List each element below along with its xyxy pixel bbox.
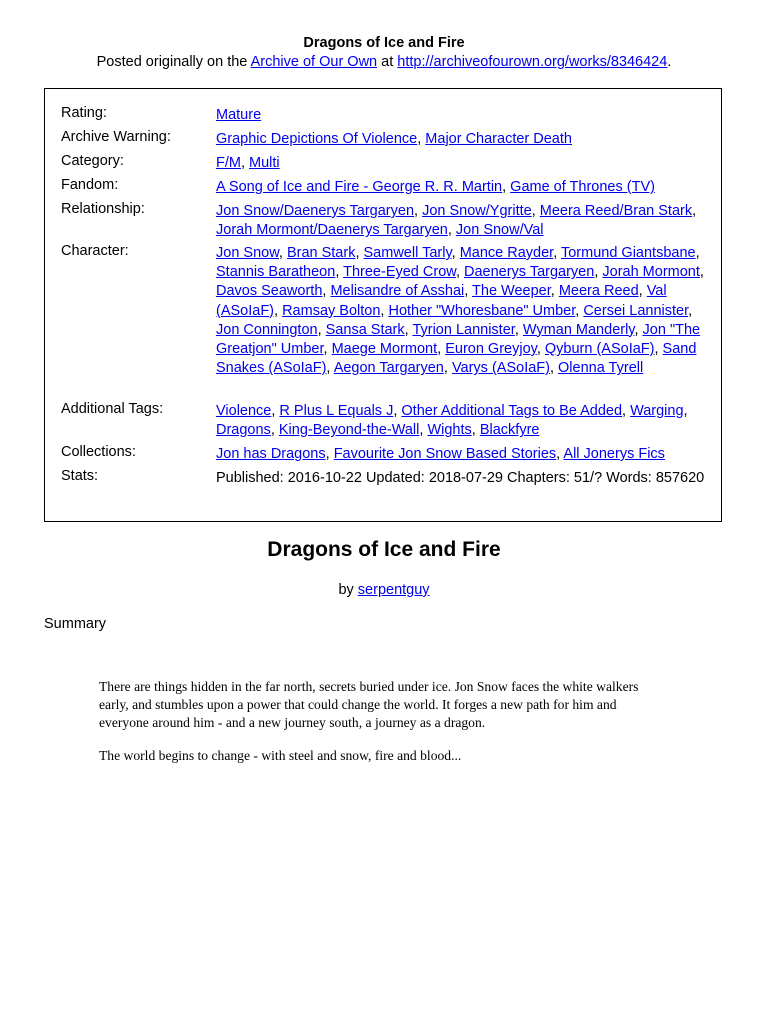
work-title: Dragons of Ice and Fire xyxy=(267,538,501,561)
tag-link[interactable]: Wyman Manderly xyxy=(522,321,635,338)
tag-link[interactable]: Melisandre of Asshai xyxy=(330,283,465,300)
tag-link[interactable]: Dragons xyxy=(216,422,271,439)
tag-link[interactable]: Daenerys Targaryen xyxy=(464,264,595,281)
tag-link[interactable]: A Song of Ice and Fire - George R. R. Martin xyxy=(216,179,503,195)
tag-link[interactable]: Sand Snakes (ASoIaF) xyxy=(216,341,697,377)
tag-link[interactable]: Wights xyxy=(427,422,472,439)
tag-link[interactable]: Davos Seaworth xyxy=(216,283,323,300)
meta-label-category: Category: xyxy=(61,153,124,169)
tag-link[interactable]: Tyrion Lannister xyxy=(412,321,515,338)
by-prefix: by xyxy=(338,582,358,598)
tag-link[interactable]: Mance Rayder xyxy=(459,245,554,261)
meta-label-warning: Archive Warning: xyxy=(61,129,171,145)
meta-label-character: Character: xyxy=(61,243,129,259)
tag-link[interactable]: Jon Snow/Val xyxy=(455,222,544,239)
tag-link[interactable]: Bran Stark xyxy=(286,245,356,261)
summary-body xyxy=(99,678,669,781)
meta-value-fandom: A Song of Ice and Fire - George R. R. Martin, Game of Thrones (TV) xyxy=(216,179,655,195)
tag-link[interactable]: Graphic Depictions Of Violence xyxy=(216,131,418,147)
tag-link[interactable]: Jon has Dragons xyxy=(216,446,326,462)
tag-link[interactable]: Maege Mormont xyxy=(331,341,438,358)
tag-link[interactable]: Meera Reed xyxy=(558,283,639,300)
tag-link[interactable]: Jon Snow/Daenerys Targaryen xyxy=(216,203,415,219)
tag-link[interactable]: F/M xyxy=(216,155,241,171)
meta-label-additional-tags: Additional Tags: xyxy=(61,401,164,417)
tag-link[interactable]: Euron Greyjoy xyxy=(445,341,537,358)
author-link[interactable]: serpentguy xyxy=(357,582,430,598)
tag-link[interactable]: Val (ASoIaF) xyxy=(216,283,667,319)
meta-value-category: F/M, Multi xyxy=(216,155,280,171)
document-header-title: Dragons of Ice and Fire xyxy=(303,35,465,51)
meta-value-character: Jon Snow, Bran Stark, Samwell Tarly, Mance Rayder, Tormund Giantsbane, Stannis Baratheon, Three-Eyed Crow, Daenerys Targaryen, Jorah Mormont, Davos Seaworth, Melisandre of Asshai, The Weeper, Meera Reed, Val (ASoIaF), Ramsay Bolton, Hother "Whoresbane" Umber, Cersei Lannister, Jon Connington, Sansa Stark, Tyrion Lannister, Wyman Manderly, Jon "The Greatjon" Umber, Maege Mormont, Euron Greyjoy, Qyburn (ASoIaF), Sand Snakes (ASoIaF), Aegon Targaryen, Varys (ASoIaF), Olenna Tyrell xyxy=(216,245,704,377)
at-text: at xyxy=(377,54,398,70)
summary-paragraph: There are things hidden in the far north, secrets buried under ice. Jon Snow faces the white walkers early, and stumbles upon a power that could change the world. It forges a new path for him and everyone around him - and a new journey south, a journey as a dragon. xyxy=(99,679,639,730)
tag-link[interactable]: Warging xyxy=(630,403,684,419)
summary-paragraph: The world begins to change - with steel and snow, fire and blood... xyxy=(99,748,462,764)
archive-link[interactable]: Archive of Our Own xyxy=(250,54,378,70)
tag-link[interactable]: Sansa Stark xyxy=(325,321,405,338)
tag-link[interactable]: Jorah Mormont xyxy=(602,264,700,281)
tag-link[interactable]: Tormund Giantsbane xyxy=(560,245,696,261)
tag-link[interactable]: Jon Snow xyxy=(216,245,279,261)
tag-link[interactable]: Violence xyxy=(216,403,272,419)
meta-label-relationship: Relationship: xyxy=(61,201,145,217)
url-end: . xyxy=(667,54,672,70)
tag-link[interactable]: Cersei Lannister xyxy=(583,302,689,319)
meta-label-collections: Collections: xyxy=(61,444,136,460)
tag-link[interactable]: Jon Snow/Ygritte xyxy=(422,203,532,219)
tag-link[interactable]: R Plus L Equals J xyxy=(279,403,394,419)
tag-link[interactable]: Ramsay Bolton xyxy=(282,302,381,319)
meta-value-relationship: Jon Snow/Daenerys Targaryen, Jon Snow/Ygritte, Meera Reed/Bran Stark, Jorah Mormont/Daenerys Targaryen, Jon Snow/Val xyxy=(216,203,697,239)
tag-link[interactable]: Olenna Tyrell xyxy=(558,360,644,377)
tag-link[interactable]: Three-Eyed Crow xyxy=(343,264,456,281)
tag-link[interactable]: Mature xyxy=(216,107,262,123)
tag-link[interactable]: Samwell Tarly xyxy=(363,245,452,261)
tag-link[interactable]: Qyburn (ASoIaF) xyxy=(544,341,655,358)
posted-prefix: Posted originally on the xyxy=(96,54,251,70)
tag-link[interactable]: The Weeper xyxy=(472,283,551,300)
byline xyxy=(0,582,768,598)
meta-value-stats: Published: 2016-10-22 Updated: 2018-07-29 Chapters: 51/? Words: 857620 xyxy=(216,470,705,486)
tag-link[interactable]: Varys (ASoIaF) xyxy=(451,360,550,377)
work-url-link[interactable]: http://archiveofourown.org/works/8346424 xyxy=(397,54,668,70)
meta-value-warning: Graphic Depictions Of Violence, Major Character Death xyxy=(216,131,572,147)
tag-link[interactable]: Major Character Death xyxy=(425,131,572,147)
meta-value-rating xyxy=(216,106,711,125)
tag-link[interactable]: Other Additional Tags to Be Added xyxy=(401,403,623,419)
summary-heading: Summary xyxy=(44,616,107,632)
meta-label-stats: Stats: xyxy=(61,468,99,484)
tag-link[interactable]: Stannis Baratheon xyxy=(216,264,336,281)
tag-link[interactable]: Jon Connington xyxy=(216,321,318,338)
meta-label-rating: Rating: xyxy=(61,105,107,121)
tag-link[interactable]: Aegon Targaryen xyxy=(333,360,444,377)
tag-link[interactable]: Jorah Mormont/Daenerys Targaryen xyxy=(216,222,448,239)
tag-link[interactable]: Game of Thrones (TV) xyxy=(510,179,655,195)
meta-label-fandom: Fandom: xyxy=(61,177,119,193)
tag-link[interactable]: Multi xyxy=(249,155,280,171)
meta-value-collections: Jon has Dragons, Favourite Jon Snow Based Stories, All Jonerys Fics xyxy=(216,446,665,462)
tag-link[interactable]: Jon "The Greatjon" Umber xyxy=(216,321,701,358)
tag-link[interactable]: King-Beyond-the-Wall xyxy=(278,422,420,439)
tag-link[interactable]: All Jonerys Fics xyxy=(563,446,665,462)
work-meta-box xyxy=(44,88,722,522)
tag-link[interactable]: Meera Reed/Bran Stark xyxy=(539,203,693,219)
tag-link[interactable]: Blackfyre xyxy=(479,422,540,439)
meta-value-additional-tags: Violence, R Plus L Equals J, Other Additional Tags to Be Added, Warging, Dragons, King-Beyond-the-Wall, Wights, Blackfyre xyxy=(216,403,688,439)
tag-link[interactable]: Hother "Whoresbane" Umber xyxy=(388,302,576,319)
posted-originally-line xyxy=(0,54,768,70)
tag-link[interactable]: Favourite Jon Snow Based Stories xyxy=(333,446,557,462)
